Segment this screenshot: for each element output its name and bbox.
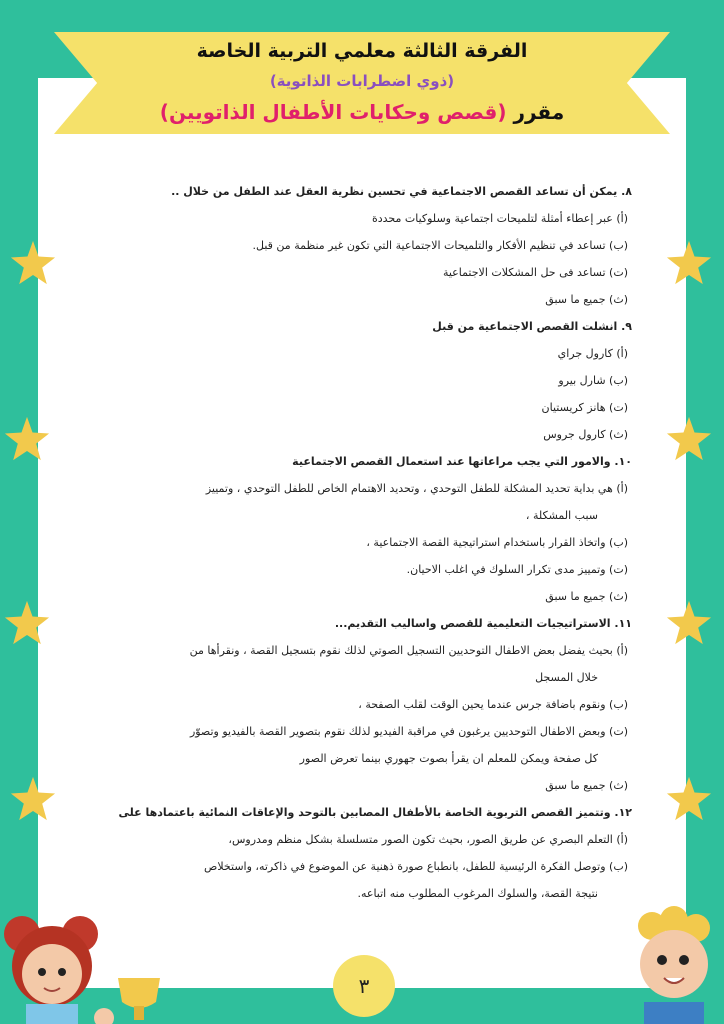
course-label: مقرر xyxy=(513,100,565,124)
answer-option: (ث) جميع ما سبق xyxy=(545,293,628,306)
answer-option: (ب) وتوصل الفكرة الرئيسية للطفل، بانطباع صورة ذهنية عن الموضوع في ذاكرته، واستخلاص xyxy=(204,860,628,873)
answer-option: (أ) كارول جراي xyxy=(557,347,628,360)
answer-option: (ب) شارل بيرو xyxy=(558,374,628,387)
answer-option: (أ) بحيث يفضل بعض الاطفال التوحديين التسجيل الصوتي لذلك نقوم بتسجيل القصة ، ونقرأها من xyxy=(189,644,628,657)
answer-option: (ث) جميع ما سبق xyxy=(545,779,628,792)
header-subtitle: (ذوي اضطرابات الذاتوية) xyxy=(269,72,455,90)
question-text: ١٠. والامور التي يجب مراعاتها عند استعمال القصص الاجتماعية xyxy=(292,455,632,468)
boy-illustration xyxy=(622,906,724,1024)
answer-option: (أ) عبر إعطاء أمثلة لتلميحات اجتماعية وسلوكيات محددة xyxy=(371,212,628,225)
answer-option: (أ) هي بداية تحديد المشكلة للطفل التوحدي ، وتحديد الاهتمام الخاص للطفل التوحدي ، وتمييز xyxy=(205,482,628,495)
answer-option: (ت) هانز كريستيان xyxy=(541,401,628,414)
answer-option: (ب) تساعد في تنظيم الأفكار والتلميحات الاجتماعية التي تكون غير منظمة من قبل. xyxy=(252,239,628,252)
answer-option: (ت) وبعض الاطفال التوحديين يرغبون في مراقبة الفيديو لذلك نقوم بتصوير القصة بالفيديو وتصوّر xyxy=(189,725,628,738)
question-text: ١١. الاستراتيجيات التعليمية للقصص واساليب التقديم... xyxy=(334,617,632,630)
answer-option: (أ) التعلم البصري عن طريق الصور، بحيث تكون الصور متسلسلة بشكل منظم ومدروس، xyxy=(228,833,628,846)
question-text: ١٢. وتتميز القصص التربوية الخاصة بالأطفال المصابين بالتوحد والإعاقات النمائية باعتمادها على xyxy=(118,806,632,819)
answer-option: (ث) كارول جروس xyxy=(543,428,628,441)
header-title: الفرقة الثالثة معلمي التربية الخاصة xyxy=(196,40,528,62)
question-text: ٩. انشلت القصص الاجتماعية من قبل xyxy=(432,320,632,333)
answer-continuation: خلال المسجل xyxy=(535,671,598,684)
question-list xyxy=(90,178,660,907)
girl-illustration xyxy=(0,906,190,1024)
course-title xyxy=(120,100,604,124)
answer-option: (ب) ونقوم باضافة جرس عندما يحين الوقت لقلب الصفحة ، xyxy=(358,698,628,711)
answer-option: (ت) وتمييز مدى تكرار السلوك في اغلب الاحيان. xyxy=(406,563,628,576)
answer-option: (ت) تساعد فى حل المشكلات الاجتماعية xyxy=(442,266,628,279)
page-number: ٣ xyxy=(333,955,395,1017)
answer-option: (ث) جميع ما سبق xyxy=(545,590,628,603)
answer-continuation: سبب المشكلة ، xyxy=(525,509,598,522)
course-name: (قصص وحكايات الأطفال الذاتويين) xyxy=(159,100,507,124)
answer-continuation: نتيجة القصة، والسلوك المرغوب المطلوب منه اتباعه. xyxy=(357,887,598,900)
answer-option: (ب) واتخاذ القرار باستخدام استراتيجية القصة الاجتماعية ، xyxy=(366,536,628,549)
answer-continuation: كل صفحة ويمكن للمعلم ان يقرأ بصوت جهوري بينما تعرض الصور xyxy=(299,752,598,765)
question-text: ٨. يمكن أن تساعد القصص الاجتماعية في تحسين نظرية العقل عند الطفل من خلال .. xyxy=(171,185,632,198)
